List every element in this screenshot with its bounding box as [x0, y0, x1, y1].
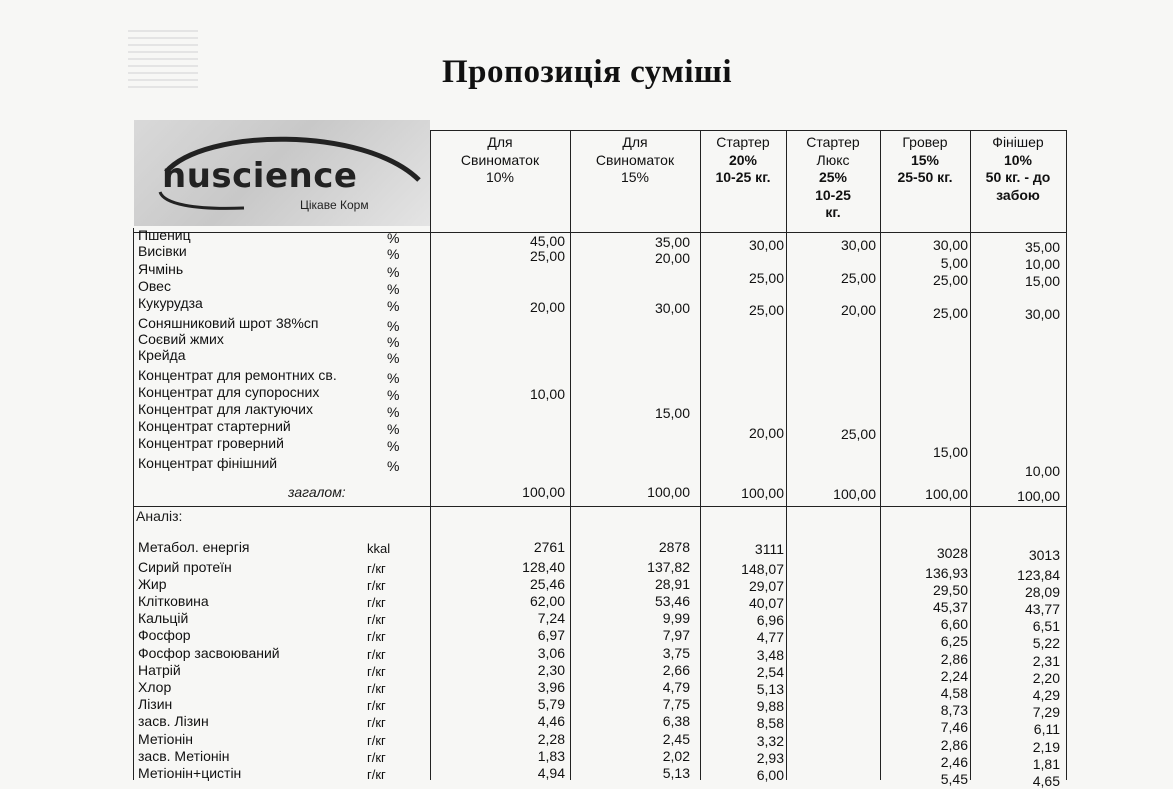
ingredient-value: 30,00 [840, 237, 876, 253]
logo-name: nuscience [162, 156, 358, 196]
ingredient-label: Соєвий жмих [138, 331, 224, 347]
analysis-label: Метабол. енергія [138, 539, 250, 555]
column-header-line: забою [996, 186, 1040, 203]
column-header-line: 15% [910, 151, 940, 168]
analysis-value: 128,40 [522, 559, 565, 575]
column-header-line: Для [622, 134, 648, 150]
analysis-value: 28,09 [1024, 584, 1060, 600]
analysis-label: Лізин [138, 696, 173, 712]
analysis-unit: г/кг [367, 698, 386, 713]
ingredient-value: 20,00 [748, 425, 784, 441]
analysis-label: Кальцій [138, 610, 189, 626]
ingredient-value: 25,00 [529, 248, 565, 264]
analysis-value: 43,77 [1024, 601, 1060, 617]
ingredient-unit: % [387, 404, 400, 420]
column-header-line: Свиноматок [595, 151, 675, 168]
analysis-value: 7,97 [662, 627, 690, 643]
ingredient-value: 25,00 [840, 426, 876, 442]
ingredient-label: Концентрат для ремонтних св. [138, 367, 337, 383]
total-label: загалом: [288, 484, 346, 500]
analysis-value: 6,60 [940, 616, 968, 632]
page-title: Пропозиція суміші [442, 54, 733, 90]
analysis-label: Клітковина [138, 593, 209, 609]
analysis-value: 9,99 [662, 610, 690, 626]
analysis-value: 9,88 [756, 698, 784, 714]
analysis-value: 2761 [533, 539, 565, 555]
analysis-label: Фосфор засвоюваний [138, 645, 280, 661]
column-header-line: 20% [728, 151, 758, 168]
ingredient-label: Концентрат стартерний [138, 418, 291, 434]
analysis-value: 62,00 [529, 593, 565, 609]
analysis-unit: г/кг [367, 595, 386, 610]
analysis-value: 3,48 [756, 647, 784, 663]
ingredient-value: 10,00 [1024, 463, 1060, 479]
column-header-line: 15% [620, 169, 650, 185]
ingredient-label: Овес [138, 278, 171, 294]
grid-vertical-line [1066, 130, 1067, 780]
analysis-value: 2,93 [756, 750, 784, 766]
analysis-label: Натрій [138, 662, 181, 678]
analysis-value: 1,83 [537, 748, 565, 764]
column-header [882, 134, 968, 187]
column-header-line: Стартер [716, 134, 770, 150]
analysis-value: 6,11 [1033, 721, 1060, 737]
ingredient-label: Ячмінь [138, 261, 184, 277]
analysis-label: Жир [138, 576, 167, 592]
analysis-value: 3111 [754, 541, 784, 557]
analysis-unit: г/кг [367, 681, 386, 696]
column-header-line: Фінішер [992, 134, 1044, 150]
ingredient-unit: % [387, 458, 400, 474]
analysis-value: 3028 [936, 545, 968, 561]
column-header [972, 134, 1064, 204]
analysis-value: 137,82 [647, 559, 690, 575]
total-value: 100,00 [647, 484, 690, 500]
analysis-value: 4,65 [1032, 773, 1060, 789]
ingredient-value: 35,00 [1024, 239, 1060, 255]
ingredient-value: 25,00 [932, 272, 968, 288]
analysis-value: 7,29 [1032, 704, 1060, 720]
analysis-label: засв. Метіонін [138, 748, 230, 764]
ingredient-value: 10,00 [529, 386, 565, 402]
ingredient-unit: % [387, 318, 400, 334]
ingredient-label: Концентрат для лактуючих [138, 401, 313, 417]
ingredient-unit: % [387, 298, 400, 314]
total-value: 100,00 [925, 486, 968, 502]
ingredient-label: Концентрат гроверний [138, 435, 284, 451]
analysis-value: 4,58 [940, 685, 968, 701]
analysis-value: 2878 [658, 539, 690, 555]
analysis-value: 6,96 [756, 612, 784, 628]
ingredient-value: 30,00 [932, 237, 968, 253]
ingredient-value: 25,00 [748, 270, 784, 286]
analysis-unit: kkal [367, 541, 391, 556]
ingredient-value: 30,00 [654, 300, 690, 316]
analysis-value: 2,28 [537, 731, 565, 747]
grid-vertical-line [570, 130, 571, 780]
grid-vertical-line [133, 228, 134, 780]
ingredient-value: 25,00 [932, 305, 968, 321]
column-header-line: Гровер [902, 134, 948, 150]
analysis-value: 5,45 [940, 771, 968, 787]
analysis-value: 2,45 [662, 731, 690, 747]
scan-artifact [128, 28, 198, 88]
grid-vertical-line [786, 130, 787, 780]
grid-vertical-line [430, 130, 431, 780]
ingredient-unit: % [387, 438, 400, 454]
analysis-label: Фосфор [138, 627, 191, 643]
column-header-line: 10% [485, 169, 515, 185]
ingredient-value: 15,00 [654, 405, 690, 421]
analysis-value: 6,97 [537, 627, 565, 643]
analysis-value: 6,51 [1032, 618, 1060, 634]
ingredient-value: 5,00 [940, 255, 968, 271]
analysis-value: 2,20 [1032, 670, 1060, 686]
column-header-line: Свиноматок [460, 151, 540, 168]
analysis-heading: Аналіз: [136, 508, 183, 524]
analysis-value: 6,38 [662, 713, 690, 729]
ingredient-value: 15,00 [1024, 273, 1060, 289]
analysis-value: 7,75 [662, 696, 690, 712]
ingredient-label: Кукурудза [138, 295, 203, 311]
analysis-value: 5,79 [537, 696, 565, 712]
column-header-line: 25% [818, 169, 848, 185]
analysis-value: 123,84 [1017, 567, 1060, 583]
grid-horizontal-line [430, 130, 1067, 131]
analysis-value: 6,00 [756, 767, 784, 783]
ingredient-label: Концентрат фінішний [138, 455, 278, 471]
column-header-line: 10-25 кг. [715, 169, 771, 185]
analysis-label: Метіонін [138, 731, 194, 747]
column-header-line: кг. [825, 204, 841, 220]
ingredient-value: 30,00 [748, 237, 784, 253]
ingredient-value: 15,00 [932, 444, 968, 460]
analysis-value: 4,77 [756, 629, 784, 645]
analysis-value: 2,54 [756, 664, 784, 680]
total-value: 100,00 [1017, 488, 1060, 504]
analysis-unit: г/кг [367, 715, 386, 730]
analysis-value: 29,07 [748, 578, 784, 594]
analysis-unit: г/кг [367, 664, 386, 679]
ingredient-value: 45,00 [529, 233, 565, 249]
analysis-value: 3,32 [756, 733, 784, 749]
analysis-label: Сирий протеїн [138, 559, 232, 575]
analysis-value: 2,02 [662, 748, 690, 764]
analysis-value: 136,93 [925, 565, 968, 581]
analysis-unit: г/кг [367, 561, 386, 576]
total-value: 100,00 [522, 484, 565, 500]
total-value: 100,00 [833, 486, 876, 502]
analysis-value: 7,46 [940, 719, 968, 735]
ingredient-unit: % [387, 264, 400, 280]
analysis-unit: г/кг [367, 578, 386, 593]
analysis-unit: г/кг [367, 733, 386, 748]
analysis-label: Метіонін+цистін [138, 765, 242, 781]
analysis-unit: г/кг [367, 629, 386, 644]
analysis-label: Хлор [138, 679, 172, 695]
column-header-line: 10-25 [815, 186, 851, 203]
analysis-value: 2,24 [940, 668, 968, 684]
analysis-value: 2,19 [1032, 739, 1060, 755]
analysis-value: 53,46 [654, 593, 690, 609]
ingredient-label: Концентрат для супоросних [138, 384, 320, 400]
analysis-value: 4,29 [1032, 687, 1060, 703]
analysis-value: 5,13 [662, 765, 690, 781]
ingredient-label: Висівки [138, 243, 187, 259]
analysis-value: 4,79 [662, 679, 690, 695]
ingredient-unit: % [387, 230, 400, 246]
column-header-line: Для [487, 134, 513, 150]
analysis-value: 5,22 [1032, 635, 1060, 651]
grid-horizontal-line [133, 232, 1067, 233]
analysis-value: 3013 [1028, 547, 1060, 563]
column-header-line: 25-50 кг. [897, 169, 953, 185]
analysis-value: 45,37 [932, 599, 968, 615]
column-header-line: Люкс [816, 151, 850, 168]
ingredient-label: Соняшниковий шрот 38%сп [138, 315, 319, 331]
column-header-line: 50 кг. - до [985, 169, 1051, 185]
ingredient-unit: % [387, 281, 400, 297]
analysis-value: 7,24 [537, 610, 565, 626]
ingredient-unit: % [387, 246, 400, 262]
ingredient-unit: % [387, 370, 400, 386]
analysis-value: 2,86 [940, 651, 968, 667]
analysis-value: 40,07 [748, 595, 784, 611]
logo-tagline: Цікаве Корм [300, 198, 369, 212]
analysis-unit: г/кг [367, 647, 386, 662]
analysis-value: 4,46 [537, 713, 565, 729]
analysis-label: засв. Лізин [138, 713, 209, 729]
analysis-unit: г/кг [367, 767, 386, 782]
ingredient-unit: % [387, 334, 400, 350]
analysis-value: 3,75 [662, 645, 690, 661]
ingredient-unit: % [387, 421, 400, 437]
analysis-value: 6,25 [940, 633, 968, 649]
column-header [702, 134, 784, 187]
ingredient-value: 35,00 [654, 234, 690, 250]
ingredient-label: Крейда [138, 347, 186, 363]
ingredient-value: 30,00 [1024, 306, 1060, 322]
ingredient-value: 25,00 [748, 302, 784, 318]
analysis-value: 8,73 [940, 702, 968, 718]
ingredient-value: 20,00 [840, 302, 876, 318]
analysis-value: 4,94 [537, 765, 565, 781]
analysis-value: 1,81 [1032, 756, 1060, 772]
analysis-value: 2,30 [537, 662, 565, 678]
ingredient-label: Пшениц [138, 227, 191, 243]
analysis-value: 148,07 [741, 561, 784, 577]
analysis-unit: г/кг [367, 750, 386, 765]
analysis-unit: г/кг [367, 612, 386, 627]
column-header [432, 134, 568, 187]
ingredient-value: 20,00 [529, 299, 565, 315]
column-header-line: 10% [1003, 151, 1033, 168]
analysis-value: 5,13 [756, 681, 784, 697]
analysis-value: 3,96 [537, 679, 565, 695]
grid-horizontal-line [133, 506, 1067, 507]
analysis-value: 2,31 [1032, 653, 1060, 669]
ingredient-value: 10,00 [1024, 256, 1060, 272]
column-header-line: Стартер [806, 134, 860, 150]
brand-logo [134, 120, 430, 226]
ingredient-unit: % [387, 350, 400, 366]
analysis-value: 29,50 [932, 582, 968, 598]
column-header [788, 134, 878, 222]
analysis-value: 2,86 [940, 737, 968, 753]
ingredient-unit: % [387, 387, 400, 403]
column-header [572, 134, 698, 187]
ingredient-value: 25,00 [840, 270, 876, 286]
analysis-value: 28,91 [654, 576, 690, 592]
analysis-value: 8,58 [756, 715, 784, 731]
analysis-value: 3,06 [537, 645, 565, 661]
ingredient-value: 20,00 [654, 250, 690, 266]
analysis-value: 2,46 [940, 754, 968, 770]
analysis-value: 2,66 [662, 662, 690, 678]
analysis-value: 25,46 [529, 576, 565, 592]
total-value: 100,00 [741, 485, 784, 501]
